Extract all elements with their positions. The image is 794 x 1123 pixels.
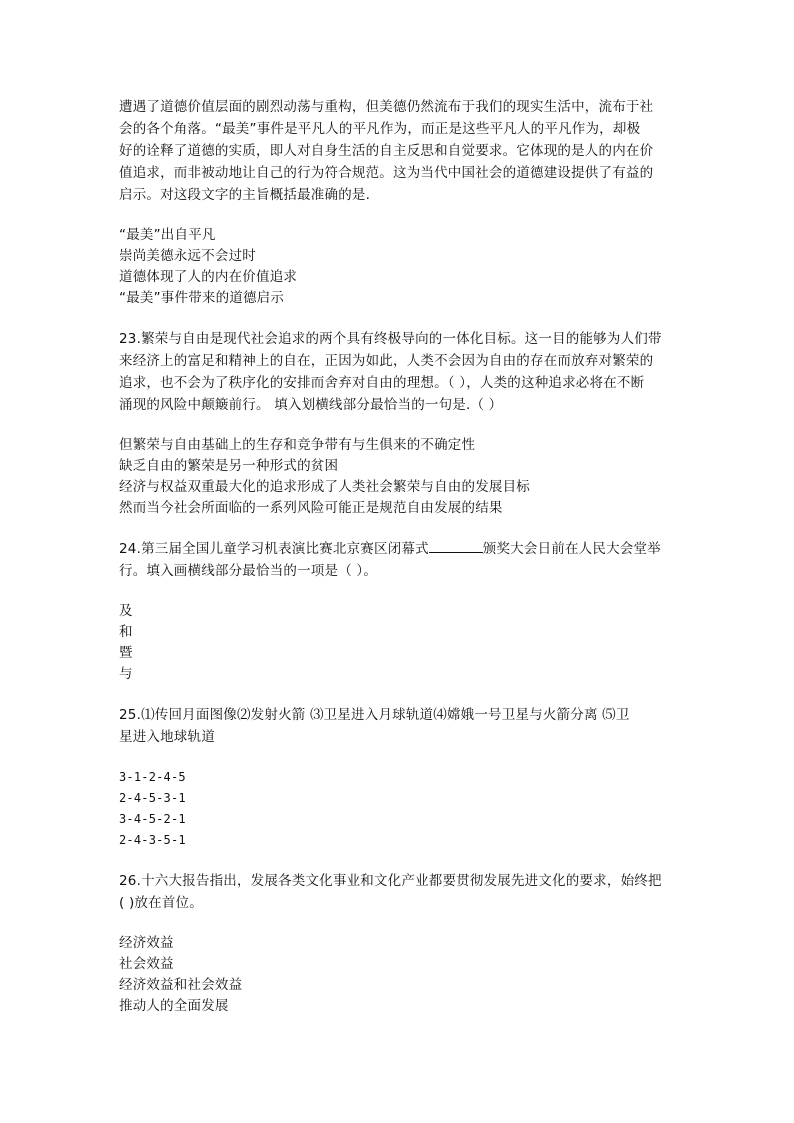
option-c: 暨 [119,645,133,661]
question-25 [119,704,679,851]
question-22-line: 值追求，而非被动地让自己的行为符合规范。这为当代中国社会的道德建设提供了有益的 [119,165,654,181]
question-22-options [119,225,679,309]
option-a: 3-1-2-4-5 [119,770,186,784]
question-24-text-after-blank: 颁奖大会日前在人民大会堂举 [482,541,661,557]
question-22-line: 启示。对这段文字的主旨概括最准确的是. [119,187,371,203]
option-d: 2-4-3-5-1 [119,833,186,847]
option-a: 但繁荣与自由基础上的生存和竞争带有与生俱来的不确定性 [119,437,476,453]
question-24-line: 行。填入画横线部分最恰当的一项是（ ）。 [119,563,378,579]
question-23-line: 追求，也不会为了秩序化的安排而舍弃对自由的理想。（ ），人类的这种追求必将在不断 [119,375,645,391]
option-c: 3-4-5-2-1 [119,812,186,826]
option-b: 缺乏自由的繁荣是另一种形式的贫困 [119,458,339,474]
question-24 [119,538,679,685]
question-22-line: 遭遇了道德价值层面的剧烈动荡与重构，但美德仍然流布于我们的现实生活中，流布于社 [119,99,654,115]
question-23-options [119,435,679,519]
option-d: “最美”事件带来的道德启示 [119,290,285,306]
question-23-line: 来经济上的富足和精神上的自在，正因为如此，人类不会因为自由的存在而放弃对繁荣的 [119,353,654,369]
option-a: 经济效益 [119,935,174,951]
question-25-options [119,767,679,851]
option-d: 推动人的全面发展 [119,998,229,1014]
question-25-line: 星进入地球轨道 [119,729,215,745]
question-25-line: 25.⑴传回月面图像⑵发射火箭 ⑶卫星进入月球轨道⑷嫦娥一号卫星与火箭分离 ⑸卫 [119,707,630,723]
option-b: 2-4-5-3-1 [119,791,186,805]
question-23 [119,328,679,519]
question-26 [119,870,679,1017]
option-d: 然而当今社会所面临的一系列风险可能正是规范自由发展的结果 [119,500,503,516]
question-22-line: 会的各个角落。“最美”事件是平凡人的平凡作为，而正是这些平凡人的平凡作为，却极 [119,121,641,137]
question-23-line: 涌现的风险中颠簸前行。 填入划横线部分最恰当的一句是.（ ） [119,397,503,413]
option-b: 社会效益 [119,956,174,972]
question-24-options [119,601,679,685]
option-b: 崇尚美德永远不会过时 [119,248,256,264]
question-24-line [119,538,679,560]
question-26-line: ( )放在首位。 [119,895,203,911]
fill-in-blank [429,538,483,553]
option-c: 道德体现了人的内在价值追求 [119,269,298,285]
option-a: “最美”出自平凡 [119,227,216,243]
question-24-text-before-blank: 24.第三届全国儿童学习机表演比赛北京赛区闭幕式 [119,541,429,557]
question-22-line: 好的诠释了道德的实质，即人对自身生活的自主反思和自觉要求。它体现的是人的内在价 [119,143,654,159]
document-page [119,96,679,1017]
option-b: 和 [119,624,133,640]
question-22 [119,96,679,309]
question-23-line: 23.繁荣与自由是现代社会追求的两个具有终极导向的一体化目标。这一目的能够为人们带 [119,331,662,347]
question-26-options [119,933,679,1017]
option-c: 经济效益和社会效益 [119,977,243,993]
option-d: 与 [119,666,133,682]
question-26-line: 26.十六大报告指出，发展各类文化事业和文化产业都要贯彻发展先进文化的要求，始终把 [119,873,662,889]
option-c: 经济与权益双重最大化的追求形成了人类社会繁荣与自由的发展目标 [119,479,530,495]
option-a: 及 [119,603,133,619]
